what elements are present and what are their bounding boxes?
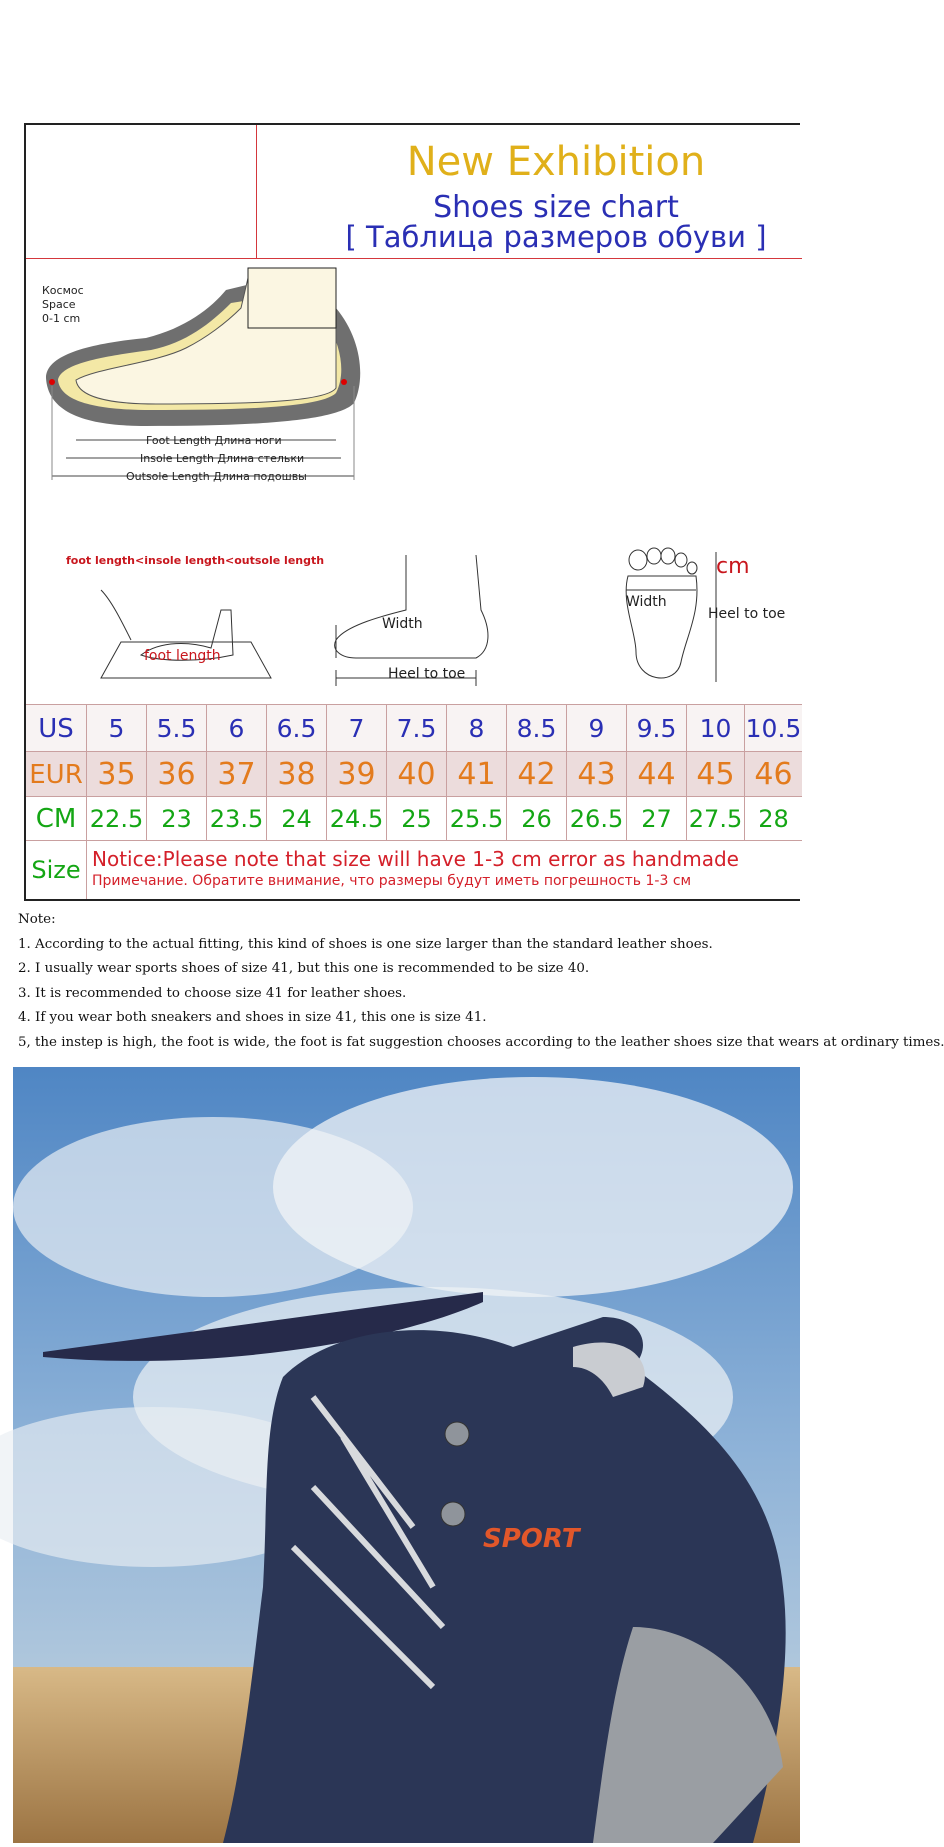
eur-size-row <box>26 751 802 797</box>
cm-size-cell: 23.5 <box>206 797 266 841</box>
us-size-cell: 7.5 <box>386 705 446 752</box>
length-comparison-label: foot length<insole length<outsole length <box>66 554 325 567</box>
cm-size-cell: 24.5 <box>326 797 386 841</box>
us-row-header: US <box>38 713 74 744</box>
eur-size-cell: 44 <box>626 752 686 797</box>
us-size-cell: 9 <box>566 705 626 752</box>
cm-label: cm <box>716 554 750 579</box>
eur-size-cell: 41 <box>446 752 506 797</box>
us-size-cell: 9.5 <box>626 705 686 752</box>
cm-size-cell: 28 <box>744 797 802 841</box>
boot-photo-illustration <box>13 1067 800 1843</box>
us-size-cell: 7 <box>326 705 386 752</box>
measurement-diagrams <box>26 258 802 694</box>
notes-section <box>18 908 944 1055</box>
us-size-cell: 6.5 <box>266 705 326 752</box>
size-row-header: Size <box>31 856 81 884</box>
cm-size-cell: 24 <box>266 797 326 841</box>
us-size-cell: 8 <box>446 705 506 752</box>
cm-size-cell: 26 <box>506 797 566 841</box>
note-item: 2. I usually wear sports shoes of size 41, but this one is recommended to be size 40. <box>18 961 590 976</box>
us-size-cell: 10 <box>686 705 744 752</box>
notice-row <box>26 840 802 899</box>
cm-size-cell: 23 <box>146 797 206 841</box>
eur-size-cell: 45 <box>686 752 744 797</box>
eur-size-cell: 39 <box>326 752 386 797</box>
product-photo <box>13 1067 800 1843</box>
eur-row-header: EUR <box>29 759 83 790</box>
cm-size-cell: 27.5 <box>686 797 744 841</box>
cm-size-cell: 26.5 <box>566 797 626 841</box>
side-width-label: Width <box>382 616 423 632</box>
outsole-length-label: Outsole Length Длина подошвы <box>126 470 307 483</box>
us-size-cell: 5 <box>86 705 146 752</box>
sole-heel-to-toe-label: Heel to toe <box>708 606 786 622</box>
eur-size-cell: 42 <box>506 752 566 797</box>
chart-title: New Exhibition <box>406 139 706 185</box>
cm-size-cell: 25 <box>386 797 446 841</box>
chart-header <box>26 125 802 259</box>
notes-heading: Note: <box>18 912 56 927</box>
eur-size-cell: 43 <box>566 752 626 797</box>
note-item: 4. If you wear both sneakers and shoes in size 41, this one is size 41. <box>18 1010 487 1025</box>
boot-brand-text: SPORT <box>483 1524 580 1554</box>
foot-length-caption: foot length <box>144 648 221 664</box>
chart-subtitle-ru: [ Таблица размеров обуви ] <box>345 220 767 254</box>
us-size-row <box>26 704 802 752</box>
cm-size-cell: 22.5 <box>86 797 146 841</box>
eur-size-cell: 38 <box>266 752 326 797</box>
note-item: 5, the instep is high, the foot is wide, the foot is fat suggestion chooses according to the leather shoes size that wears at ordinary times. <box>18 1034 944 1050</box>
sole-width-label: Width <box>626 594 667 610</box>
eur-size-cell: 35 <box>86 752 146 797</box>
us-size-cell: 6 <box>206 705 266 752</box>
eur-size-cell: 46 <box>744 752 802 797</box>
header-divider <box>256 125 257 258</box>
space-label-ru: Космос <box>42 284 84 297</box>
note-item: 1. According to the actual fitting, this kind of shoes is one size larger than the standard leather shoes. <box>18 936 713 952</box>
notice-divider <box>86 841 87 899</box>
eur-size-cell: 37 <box>206 752 266 797</box>
size-chart <box>24 123 800 901</box>
cm-row-header: CM <box>35 804 77 834</box>
space-label-en: Space <box>42 298 76 311</box>
notice-text-en: Notice:Please note that size will have 1-3 cm error as handmade <box>92 847 739 871</box>
foot-length-label: Foot Length Длина ноги <box>146 434 282 447</box>
cm-size-row <box>26 796 802 841</box>
cm-size-cell: 27 <box>626 797 686 841</box>
notice-text-ru: Примечание. Обратите внимание, что размеры будут иметь погрешность 1-3 см <box>92 873 692 889</box>
us-size-cell: 5.5 <box>146 705 206 752</box>
us-size-cell: 8.5 <box>506 705 566 752</box>
eur-size-cell: 40 <box>386 752 446 797</box>
foot-on-paper-illustration <box>81 570 281 690</box>
eur-size-cell: 36 <box>146 752 206 797</box>
side-heel-to-toe-label: Heel to toe <box>388 666 466 682</box>
space-label-range: 0-1 cm <box>42 312 81 325</box>
cm-size-cell: 25.5 <box>446 797 506 841</box>
insole-length-label: Insole Length Длина стельки <box>140 452 305 465</box>
us-size-cell: 10.5 <box>744 705 802 752</box>
chart-subtitle: Shoes size chart <box>433 190 679 225</box>
note-item: 3. It is recommended to choose size 41 for leather shoes. <box>18 985 407 1001</box>
